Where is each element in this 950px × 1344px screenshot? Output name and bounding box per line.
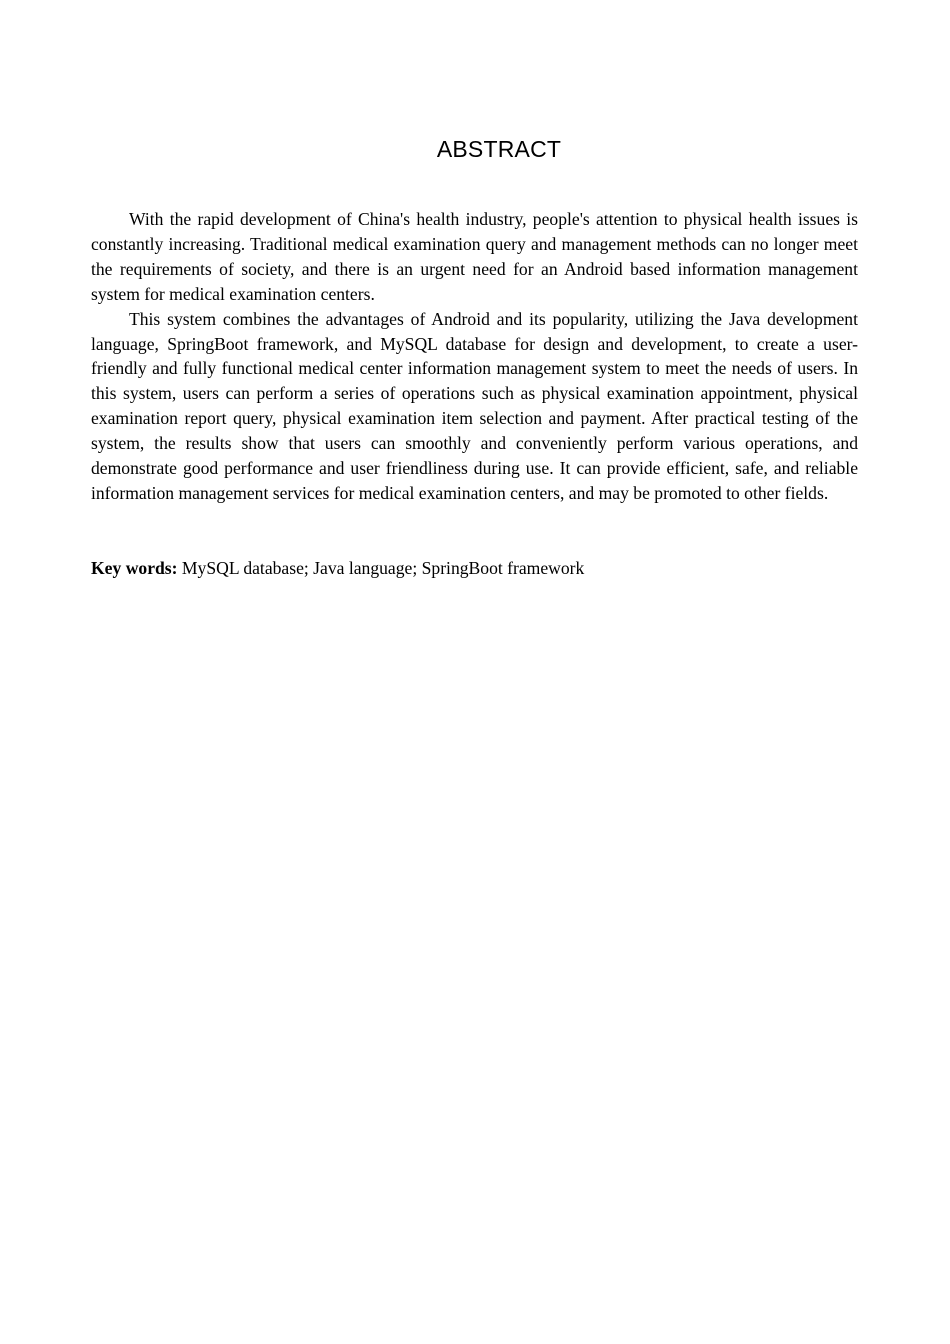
abstract-body — [91, 207, 858, 506]
keywords-line — [91, 556, 858, 581]
abstract-paragraph-2: This system combines the advantages of Android and its popularity, utilizing the Java development language, SpringBoot framework, and MySQL database for design and development, to create a user-friendly and fully functional medical center information management system to meet the needs of users. In this system, users can perform a series of operations such as physical examination appointment, physical examination report query, physical examination item selection and payment. After practical testing of the system, the results show that users can smoothly and conveniently perform various operations, and demonstrate good performance and user friendliness during use. It can provide efficient, safe, and reliable information management services for medical examination centers, and may be promoted to other fields. — [91, 308, 858, 503]
keywords-value: MySQL database; Java language; SpringBoot framework — [177, 558, 585, 578]
abstract-paragraph-1: With the rapid development of China's health industry, people's attention to physical health issues is constantly increasing. Traditional medical examination query and management methods can no longer meet the requirements of society, and there is an urgent need for an Android based information management system for medical examination centers. — [91, 209, 858, 304]
keywords-label: Key words: — [91, 558, 178, 578]
abstract-heading: ABSTRACT — [436, 136, 562, 162]
